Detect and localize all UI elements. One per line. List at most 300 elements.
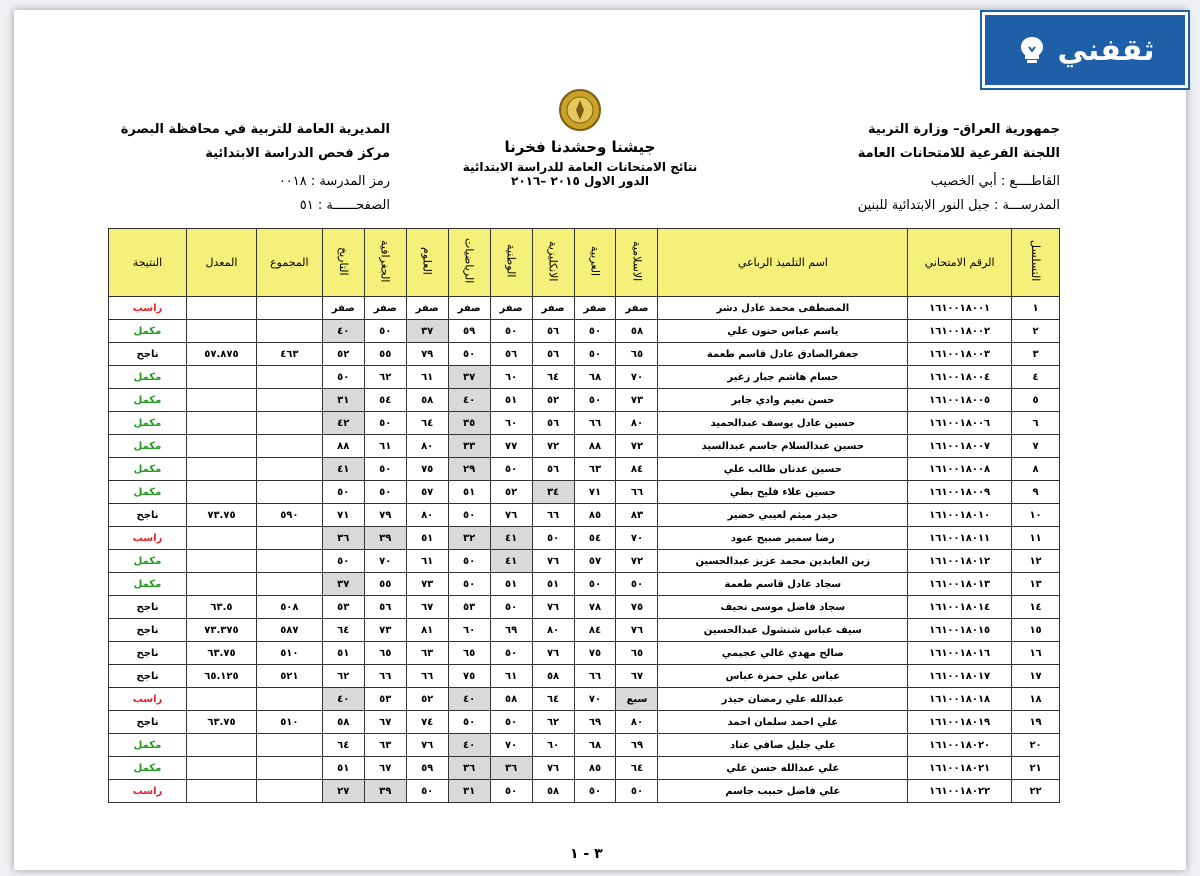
table-body xyxy=(109,297,1060,803)
cell-geography: ٣٩ xyxy=(364,780,406,803)
cell-history: ٢٧ xyxy=(322,780,364,803)
cell-average xyxy=(187,527,257,550)
cell-average xyxy=(187,412,257,435)
cell-average xyxy=(187,320,257,343)
table-row xyxy=(109,366,1060,389)
cell-exam-no: ١٦١٠٠١٨٠١٦ xyxy=(908,642,1012,665)
cell-arabic: ٨٤ xyxy=(574,619,616,642)
cell-average: ٦٥.١٢٥ xyxy=(187,665,257,688)
cell-seq: ٦ xyxy=(1012,412,1060,435)
cell-total: ٥١٠ xyxy=(256,642,322,665)
col-islamic: الاسلامية xyxy=(616,229,658,297)
cell-exam-no: ١٦١٠٠١٨٠٢١ xyxy=(908,757,1012,780)
cell-geography: ٦٦ xyxy=(364,665,406,688)
table-row xyxy=(109,596,1060,619)
exam-center-title: مركز فحص الدراسة الابتدائية xyxy=(205,146,390,161)
table-row xyxy=(109,504,1060,527)
cell-total: ٥٠٨ xyxy=(256,596,322,619)
cell-national: ٧٠ xyxy=(490,734,532,757)
table-row xyxy=(109,619,1060,642)
cell-science: ٨٠ xyxy=(406,435,448,458)
cell-result: مكمل xyxy=(109,757,187,780)
cell-islamic: ٥٨ xyxy=(616,320,658,343)
cell-national: ٥٠ xyxy=(490,458,532,481)
emblem-seal-icon xyxy=(558,88,602,132)
cell-result: مكمل xyxy=(109,734,187,757)
cell-math: ٥٠ xyxy=(448,711,490,734)
cell-result: مكمل xyxy=(109,389,187,412)
cell-history: ٤١ xyxy=(322,458,364,481)
cell-arabic: ٥٠ xyxy=(574,780,616,803)
cell-english: ٨٠ xyxy=(532,619,574,642)
cell-average: ٧٣.٣٧٥ xyxy=(187,619,257,642)
cell-math: ٦٠ xyxy=(448,619,490,642)
cell-total: ٤٦٣ xyxy=(256,343,322,366)
cell-math: ٥٠ xyxy=(448,573,490,596)
cell-history: ٥١ xyxy=(322,642,364,665)
cell-science: ٦٤ xyxy=(406,412,448,435)
cell-name: حسن نعيم وادي جابر xyxy=(658,389,908,412)
cell-math: ٥٠ xyxy=(448,504,490,527)
cell-national: ٤١ xyxy=(490,550,532,573)
cell-national: ٥٠ xyxy=(490,596,532,619)
cell-result: ناجح xyxy=(109,596,187,619)
cell-geography: ٦١ xyxy=(364,435,406,458)
cell-total xyxy=(256,573,322,596)
col-exam-no: الرقم الامتحاني xyxy=(908,229,1012,297)
cell-average: ٦٣.٧٥ xyxy=(187,711,257,734)
cell-geography: ٦٣ xyxy=(364,734,406,757)
table-row xyxy=(109,435,1060,458)
cell-seq: ٢٢ xyxy=(1012,780,1060,803)
cell-history: ٥١ xyxy=(322,757,364,780)
cell-science: ٧٦ xyxy=(406,734,448,757)
cell-arabic: ٥٠ xyxy=(574,389,616,412)
cell-result: مكمل xyxy=(109,435,187,458)
cell-exam-no: ١٦١٠٠١٨٠٢٢ xyxy=(908,780,1012,803)
cell-exam-no: ١٦١٠٠١٨٠١٩ xyxy=(908,711,1012,734)
cell-exam-no: ١٦١٠٠١٨٠٠٩ xyxy=(908,481,1012,504)
table-row xyxy=(109,711,1060,734)
cell-math: ٥٣ xyxy=(448,596,490,619)
cell-science: صفر xyxy=(406,297,448,320)
cell-math: ٣١ xyxy=(448,780,490,803)
cell-exam-no: ١٦١٠٠١٨٠١٠ xyxy=(908,504,1012,527)
cell-seq: ٧ xyxy=(1012,435,1060,458)
cell-history: ٣٦ xyxy=(322,527,364,550)
cell-exam-no: ١٦١٠٠١٨٠١١ xyxy=(908,527,1012,550)
cell-science: ٥٧ xyxy=(406,481,448,504)
cell-seq: ١٤ xyxy=(1012,596,1060,619)
cell-total xyxy=(256,389,322,412)
cell-name: عبدالله علي رمضان حيدر xyxy=(658,688,908,711)
center-title-block xyxy=(430,88,730,188)
cell-arabic: ٧٨ xyxy=(574,596,616,619)
cell-history: ٥٣ xyxy=(322,596,364,619)
cell-math: ٧٥ xyxy=(448,665,490,688)
exam-round: الدور الاول ٢٠١٥ –٢٠١٦ xyxy=(511,174,649,188)
cell-average xyxy=(187,297,257,320)
cell-math: ٥٠ xyxy=(448,550,490,573)
cell-islamic: ٧٠ xyxy=(616,366,658,389)
cell-english: ٦٢ xyxy=(532,711,574,734)
cell-result: راسب xyxy=(109,688,187,711)
cell-geography: ٦٧ xyxy=(364,757,406,780)
cell-science: ٦٣ xyxy=(406,642,448,665)
cell-science: ٣٧ xyxy=(406,320,448,343)
cell-history: ٥٠ xyxy=(322,481,364,504)
cell-seq: ١٥ xyxy=(1012,619,1060,642)
cell-arabic: ٨٥ xyxy=(574,757,616,780)
cell-result: ناجح xyxy=(109,343,187,366)
cell-exam-no: ١٦١٠٠١٨٠٢٠ xyxy=(908,734,1012,757)
cell-exam-no: ١٦١٠٠١٨٠٠٤ xyxy=(908,366,1012,389)
cell-name: علي احمد سلمان احمد xyxy=(658,711,908,734)
cell-total: ٥٨٧ xyxy=(256,619,322,642)
cell-arabic: صفر xyxy=(574,297,616,320)
cell-average xyxy=(187,734,257,757)
cell-geography: ٥٦ xyxy=(364,596,406,619)
cell-result: راسب xyxy=(109,527,187,550)
cell-english: ٥٦ xyxy=(532,458,574,481)
cell-total xyxy=(256,734,322,757)
cell-islamic: ٥٠ xyxy=(616,573,658,596)
cell-science: ٧٤ xyxy=(406,711,448,734)
cell-name: سجاد عادل قاسم طعمة xyxy=(658,573,908,596)
cell-geography: ٥٥ xyxy=(364,343,406,366)
cell-history: ٣١ xyxy=(322,389,364,412)
cell-science: ٦١ xyxy=(406,366,448,389)
page-label: الصفحــــــة : ٥١ xyxy=(299,198,390,213)
cell-english: ٧٦ xyxy=(532,596,574,619)
cell-total xyxy=(256,320,322,343)
cell-math: ٤٠ xyxy=(448,688,490,711)
cell-exam-no: ١٦١٠٠١٨٠٠٨ xyxy=(908,458,1012,481)
cell-arabic: ٥٧ xyxy=(574,550,616,573)
cell-name: علي فاضل حبيب جاسم xyxy=(658,780,908,803)
cell-name: عباس علي حمزة عباس xyxy=(658,665,908,688)
cell-history: ٥٢ xyxy=(322,343,364,366)
cell-math: ٣٧ xyxy=(448,366,490,389)
col-total: المجموع xyxy=(256,229,322,297)
cell-geography: ٥٤ xyxy=(364,389,406,412)
cell-islamic: ٨٤ xyxy=(616,458,658,481)
cell-seq: ٤ xyxy=(1012,366,1060,389)
cell-name: ياسم عباس حنون علي xyxy=(658,320,908,343)
cell-english: ٥٠ xyxy=(532,527,574,550)
cell-name: رضا سمير صبيح عبود xyxy=(658,527,908,550)
table-row xyxy=(109,665,1060,688)
cell-total xyxy=(256,412,322,435)
cell-average xyxy=(187,780,257,803)
cell-average xyxy=(187,435,257,458)
cell-history: ٨٨ xyxy=(322,435,364,458)
col-geography: الجغرافية xyxy=(364,229,406,297)
cell-geography: ٥٠ xyxy=(364,320,406,343)
cell-name: المصطفى محمد عادل دشر xyxy=(658,297,908,320)
cell-science: ٧٩ xyxy=(406,343,448,366)
cell-math: ٣٥ xyxy=(448,412,490,435)
cell-math: ٥٩ xyxy=(448,320,490,343)
cell-english: ٧٦ xyxy=(532,757,574,780)
school-label: المدرســـة : جبل النور الابتدائية للبنين xyxy=(857,198,1060,213)
cell-geography: ٥٠ xyxy=(364,458,406,481)
cell-geography: ٦٢ xyxy=(364,366,406,389)
cell-result: ناجح xyxy=(109,504,187,527)
cell-history: ٧١ xyxy=(322,504,364,527)
cell-history: ٦٤ xyxy=(322,619,364,642)
cell-seq: ١٩ xyxy=(1012,711,1060,734)
cell-science: ٧٥ xyxy=(406,458,448,481)
cell-result: ناجح xyxy=(109,619,187,642)
cell-seq: ١٠ xyxy=(1012,504,1060,527)
cell-arabic: ٦٨ xyxy=(574,366,616,389)
cell-science: ٨٠ xyxy=(406,504,448,527)
cell-history: ٤٠ xyxy=(322,688,364,711)
cell-islamic: ٧٣ xyxy=(616,389,658,412)
cell-exam-no: ١٦١٠٠١٨٠٠٣ xyxy=(908,343,1012,366)
cell-exam-no: ١٦١٠٠١٨٠١٢ xyxy=(908,550,1012,573)
cell-islamic: ٧٥ xyxy=(616,596,658,619)
cell-average xyxy=(187,573,257,596)
cell-math: صفر xyxy=(448,297,490,320)
cell-islamic: ٥٠ xyxy=(616,780,658,803)
watermark-text: ثقفني xyxy=(1057,32,1155,68)
table-row xyxy=(109,297,1060,320)
cell-national: ٥٨ xyxy=(490,688,532,711)
cell-total xyxy=(256,458,322,481)
cell-seq: ٥ xyxy=(1012,389,1060,412)
cell-average xyxy=(187,757,257,780)
cell-history: ٤٢ xyxy=(322,412,364,435)
col-math: الرياضيات xyxy=(448,229,490,297)
cell-arabic: ٦٩ xyxy=(574,711,616,734)
cell-national: ٥٠ xyxy=(490,642,532,665)
cell-average: ٦٣.٧٥ xyxy=(187,642,257,665)
cell-name: حسين علاء فليح بطي xyxy=(658,481,908,504)
cell-result: راسب xyxy=(109,297,187,320)
cell-islamic: ٨٠ xyxy=(616,412,658,435)
cell-science: ٦١ xyxy=(406,550,448,573)
cell-result: ناجح xyxy=(109,711,187,734)
table-row xyxy=(109,550,1060,573)
cell-exam-no: ١٦١٠٠١٨٠٠٢ xyxy=(908,320,1012,343)
cell-national: ٦٩ xyxy=(490,619,532,642)
cell-history: ٦٢ xyxy=(322,665,364,688)
cell-result: مكمل xyxy=(109,550,187,573)
col-seq: التسلسل xyxy=(1012,229,1060,297)
cell-geography: صفر xyxy=(364,297,406,320)
col-history: التاريخ xyxy=(322,229,364,297)
cell-result: مكمل xyxy=(109,458,187,481)
cell-name: حسام هاشم جبار زغير xyxy=(658,366,908,389)
cell-average xyxy=(187,688,257,711)
cell-exam-no: ١٦١٠٠١٨٠٠٦ xyxy=(908,412,1012,435)
cell-name: علي عبدالله حسن علي xyxy=(658,757,908,780)
cell-average xyxy=(187,458,257,481)
cell-seq: ١٣ xyxy=(1012,573,1060,596)
cell-english: ٥٦ xyxy=(532,320,574,343)
cell-national: ٦٠ xyxy=(490,412,532,435)
cell-name: سجاد فاضل موسى نحيف xyxy=(658,596,908,619)
cell-national: ٥٠ xyxy=(490,711,532,734)
cell-name: زين العابدين محمد عزيز عبدالحسين xyxy=(658,550,908,573)
cell-science: ٥٠ xyxy=(406,780,448,803)
cell-geography: ٥٠ xyxy=(364,481,406,504)
table-row xyxy=(109,481,1060,504)
directorate-header xyxy=(90,118,390,166)
cell-arabic: ٥٠ xyxy=(574,320,616,343)
cell-english: ٧٢ xyxy=(532,435,574,458)
cell-exam-no: ١٦١٠٠١٨٠٠٥ xyxy=(908,389,1012,412)
cell-math: ٥١ xyxy=(448,481,490,504)
ministry-title: جمهورية العراق– وزارة التربية xyxy=(868,122,1060,137)
cell-arabic: ٥٠ xyxy=(574,343,616,366)
cell-national: ٦٠ xyxy=(490,366,532,389)
table-row xyxy=(109,688,1060,711)
table-row xyxy=(109,573,1060,596)
cell-national: ٥٢ xyxy=(490,481,532,504)
cell-exam-no: ١٦١٠٠١٨٠١٧ xyxy=(908,665,1012,688)
cell-average xyxy=(187,366,257,389)
cell-geography: ٧٠ xyxy=(364,550,406,573)
cell-islamic: ٨٣ xyxy=(616,504,658,527)
page-number: ٣ - ١ xyxy=(570,846,603,862)
cell-national: ٥٠ xyxy=(490,320,532,343)
cell-national: ٧٦ xyxy=(490,504,532,527)
cell-arabic: ٦٨ xyxy=(574,734,616,757)
cell-exam-no: ١٦١٠٠١٨٠٠٧ xyxy=(908,435,1012,458)
cell-seq: ١٧ xyxy=(1012,665,1060,688)
cell-islamic: ٧٠ xyxy=(616,527,658,550)
cell-geography: ٥٣ xyxy=(364,688,406,711)
cell-english: ٣٤ xyxy=(532,481,574,504)
cell-total: ٥١٠ xyxy=(256,711,322,734)
table-header-row xyxy=(109,229,1060,297)
cell-name: حسين عادل يوسف عبدالحميد xyxy=(658,412,908,435)
cell-name: علي جليل صافي عناد xyxy=(658,734,908,757)
cell-english: ٦٤ xyxy=(532,688,574,711)
cell-total xyxy=(256,481,322,504)
cell-average xyxy=(187,389,257,412)
cell-geography: ٧٩ xyxy=(364,504,406,527)
cell-name: جعفرالصادق عادل قاسم طعمة xyxy=(658,343,908,366)
col-arabic: العربية xyxy=(574,229,616,297)
cell-national: ٣٦ xyxy=(490,757,532,780)
cell-math: ٤٠ xyxy=(448,734,490,757)
cell-islamic: سبع xyxy=(616,688,658,711)
cell-math: ٦٥ xyxy=(448,642,490,665)
cell-national: ٥١ xyxy=(490,389,532,412)
cell-english: ٥٢ xyxy=(532,389,574,412)
cell-seq: ٢ xyxy=(1012,320,1060,343)
cell-math: ٤٠ xyxy=(448,389,490,412)
cell-english: ٧٦ xyxy=(532,550,574,573)
cell-national: ٧٧ xyxy=(490,435,532,458)
col-average: المعدل xyxy=(187,229,257,297)
cell-arabic: ٦٦ xyxy=(574,412,616,435)
cell-arabic: ٥٠ xyxy=(574,573,616,596)
cell-islamic: ٨٠ xyxy=(616,711,658,734)
cell-total xyxy=(256,780,322,803)
col-name: اسم التلميذ الرباعي xyxy=(658,229,908,297)
col-english: الانكليزية xyxy=(532,229,574,297)
cell-geography: ٣٩ xyxy=(364,527,406,550)
table-row xyxy=(109,734,1060,757)
cell-result: مكمل xyxy=(109,412,187,435)
cell-national: ٤١ xyxy=(490,527,532,550)
table-row xyxy=(109,527,1060,550)
site-watermark-logo[interactable] xyxy=(982,12,1188,88)
table-row xyxy=(109,320,1060,343)
cell-exam-no: ١٦١٠٠١٨٠١٤ xyxy=(908,596,1012,619)
cell-science: ٨١ xyxy=(406,619,448,642)
cell-total xyxy=(256,688,322,711)
cell-average xyxy=(187,481,257,504)
cell-average: ٧٣.٧٥ xyxy=(187,504,257,527)
cell-national: ٥٦ xyxy=(490,343,532,366)
cell-history: ٥٠ xyxy=(322,550,364,573)
cell-result: راسب xyxy=(109,780,187,803)
cell-science: ٥٢ xyxy=(406,688,448,711)
cell-science: ٦٦ xyxy=(406,665,448,688)
cell-seq: ٢٠ xyxy=(1012,734,1060,757)
cell-seq: ٢١ xyxy=(1012,757,1060,780)
cell-name: حسين عدنان طالب علي xyxy=(658,458,908,481)
cell-math: ٥٠ xyxy=(448,343,490,366)
cell-islamic: ٦٥ xyxy=(616,642,658,665)
cell-arabic: ٨٨ xyxy=(574,435,616,458)
cell-seq: ١٦ xyxy=(1012,642,1060,665)
cell-geography: ٧٣ xyxy=(364,619,406,642)
cell-english: ٥٨ xyxy=(532,780,574,803)
cell-islamic: ٧٢ xyxy=(616,550,658,573)
results-table xyxy=(108,228,1060,803)
cell-history: ٥٨ xyxy=(322,711,364,734)
cell-exam-no: ١٦١٠٠١٨٠٠١ xyxy=(908,297,1012,320)
cell-national: ٥١ xyxy=(490,573,532,596)
cell-average: ٦٣.٥ xyxy=(187,596,257,619)
cell-seq: ١٨ xyxy=(1012,688,1060,711)
cell-seq: ١ xyxy=(1012,297,1060,320)
cell-english: ٥٦ xyxy=(532,412,574,435)
cell-islamic: ٧٢ xyxy=(616,435,658,458)
cell-average: ٥٧.٨٧٥ xyxy=(187,343,257,366)
cell-exam-no: ١٦١٠٠١٨٠١٥ xyxy=(908,619,1012,642)
cell-science: ٥٩ xyxy=(406,757,448,780)
cell-national: صفر xyxy=(490,297,532,320)
cell-arabic: ٧٠ xyxy=(574,688,616,711)
cell-science: ٧٣ xyxy=(406,573,448,596)
cell-exam-no: ١٦١٠٠١٨٠١٨ xyxy=(908,688,1012,711)
cell-seq: ٨ xyxy=(1012,458,1060,481)
cell-islamic: ٦٤ xyxy=(616,757,658,780)
cell-islamic: ٧٦ xyxy=(616,619,658,642)
cell-islamic: ٦٧ xyxy=(616,665,658,688)
directorate-title: المديرية العامة للتربية في محافظة البصرة xyxy=(120,122,390,137)
cell-geography: ٦٧ xyxy=(364,711,406,734)
cell-result: ناجح xyxy=(109,642,187,665)
table-row xyxy=(109,642,1060,665)
cell-arabic: ٧٥ xyxy=(574,642,616,665)
cell-history: ٥٠ xyxy=(322,366,364,389)
cell-arabic: ٥٤ xyxy=(574,527,616,550)
cell-name: حيدر ميثم لعيبي خضير xyxy=(658,504,908,527)
cell-english: ٥٦ xyxy=(532,343,574,366)
cell-total xyxy=(256,527,322,550)
cell-english: ٦٠ xyxy=(532,734,574,757)
cell-arabic: ٨٥ xyxy=(574,504,616,527)
